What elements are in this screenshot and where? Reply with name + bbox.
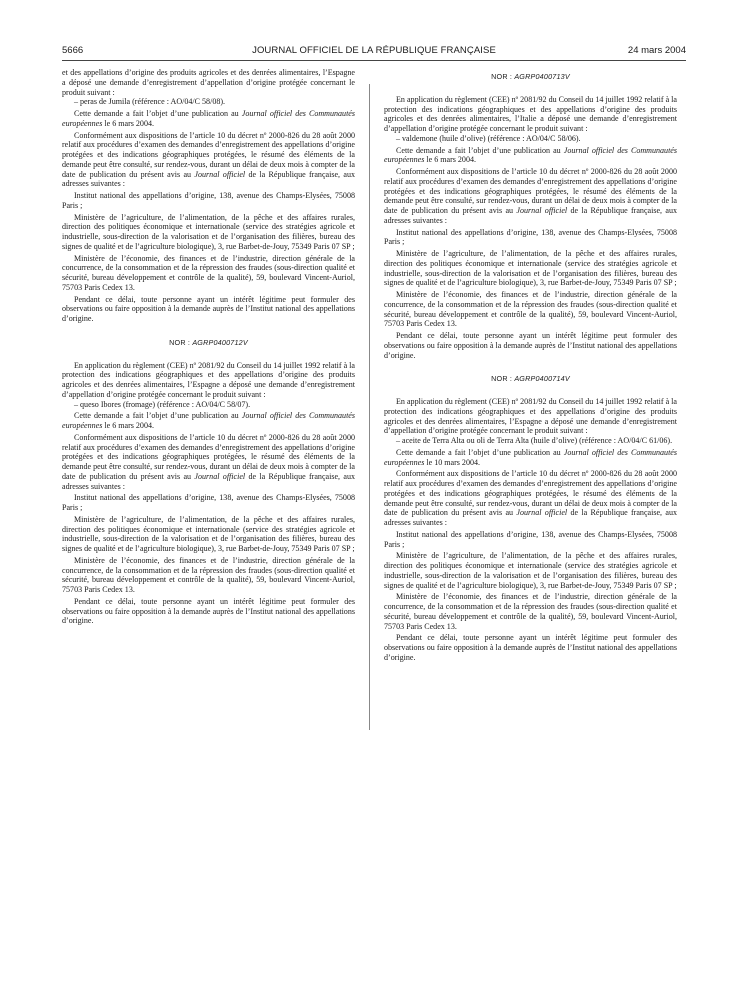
closing-paragraph: Pendant ce délai, toute personne ayant un intérêt légitime peut formuler des observations ou faire opposition à la demande auprès de l’Institut national des appellations d’origine. xyxy=(384,633,677,662)
publication-journal: Journal officiel des Communautés européennes xyxy=(62,411,356,430)
page-header xyxy=(62,45,686,57)
conformity-paragraph xyxy=(62,131,355,190)
publication-text: Cette demande a fait l’objet d’une publication au xyxy=(396,447,561,457)
closing-paragraph: Pendant ce délai, toute personne ayant un intérêt légitime peut formuler des observations ou faire opposition à la demande auprès de l’Institut national des appellations d’origine. xyxy=(384,331,677,360)
conformity-end: de la République française, aux adresses suivantes : xyxy=(384,508,678,527)
publication-journal: Journal officiel des Communautés européennes xyxy=(384,145,678,165)
nor-code: AGRP0400714V xyxy=(514,374,570,384)
conformity-journal: Journal officiel xyxy=(194,169,246,179)
product-item: – valdemone (huile d’olive) (référence : AO/04/C 58/06). xyxy=(396,133,581,143)
notice-intro: En application du règlement (CEE) nº 2081/92 du Conseil du 14 juillet 1992 relatif à la protection des indications géographiques et des appellations d’origine des produits agricoles et des denrées alimentaires, l’Espagne a déposé une demande d’enregistrement d’appellation d’origine protégée concernant le produit suivant : xyxy=(384,397,677,436)
notice-intro: En application du règlement (CEE) nº 2081/92 du Conseil du 14 juillet 1992 relatif à la protection des indications géographiques et des appellations d’origine des produits agricoles et des denrées alimentaires, l’Espagne a déposé une demande d’enregistrement d’appellation d’origine protégée concernant le produit suivant : xyxy=(62,360,355,399)
nor-label: NOR : xyxy=(491,374,513,384)
closing-paragraph: Pendant ce délai, toute personne ayant un intérêt légitime peut formuler des observations ou faire opposition à la demande auprès de l’Institut national des appellations d’origine. xyxy=(62,294,355,323)
issue-date: 24 mars 2004 xyxy=(627,45,686,56)
nor-label: NOR : xyxy=(169,337,191,347)
publication-paragraph xyxy=(62,411,355,431)
publication-text: Cette demande a fait l’objet d’une publication au xyxy=(74,411,239,421)
product-item: – peras de Jumila (référence : AO/04/C 58/08). xyxy=(74,97,226,107)
address-ministry-economy: Ministère de l’économie, des finances et de l’industrie, direction générale de la concurrence, de la consommation et de la répression des fraudes (sous-direction qualité et sécurité, bureau développement et contrôle de la qualité), 59, boulevard Vincent-Auriol, 75703 Paris Cedex 13. xyxy=(384,592,677,631)
conformity-journal: Journal officiel xyxy=(194,471,246,481)
address-ministry-agriculture: Ministère de l’agriculture, de l’alimentation, de la pêche et des affaires rurales, direction des politiques économique et internationale (service des stratégies agricole et industrielle, sous-direction de la valorisation et de l’organisation des filières, bureau des signes de qualité et de l’agriculture biologique), 3, rue Barbet-de-Jouy, 75349 Paris 07 SP ; xyxy=(384,249,677,288)
right-column xyxy=(384,68,677,663)
address-inao: Institut national des appellations d’origine, 138, avenue des Champs-Elysées, 75008 Paris ; xyxy=(384,529,677,549)
conformity-end: de la République française, aux adresses suivantes : xyxy=(384,206,678,225)
notice-continued-intro: et des appellations d’origine des produits agricoles et des denrées alimentaires, l’Espagne a déposé une demande d’enregistrement d’appellation d’origine protégée concernant le produit suivant : xyxy=(62,68,355,97)
nor-code: AGRP0400713V xyxy=(514,72,570,81)
address-inao: Institut national des appellations d’origine, 138, avenue des Champs-Elysées, 75008 Paris ; xyxy=(62,493,355,512)
nor-reference xyxy=(384,374,677,384)
address-ministry-agriculture: Ministère de l’agriculture, de l’alimentation, de la pêche et des affaires rurales, direction des politiques économique et internationale (service des stratégies agricole et industrielle, sous-direction de la valorisation et de l’organisation des filières, bureau des signes de qualité et de l’agriculture biologique), 3, rue Barbet-de-Jouy, 75349 Paris 07 SP ; xyxy=(62,212,355,251)
publication-date: le 6 mars 2004. xyxy=(104,421,155,430)
page-number: 5666 xyxy=(62,45,84,56)
publication-date: le 10 mars 2004. xyxy=(426,457,481,467)
address-inao: Institut national des appellations d’origine, 138, avenue des Champs-Elysées, 75008 Paris ; xyxy=(62,191,355,210)
nor-reference xyxy=(384,72,677,82)
publication-text: Cette demande a fait l’objet d’une publication au xyxy=(396,145,561,155)
nor-code: AGRP0400712V xyxy=(192,337,248,347)
address-ministry-agriculture: Ministère de l’agriculture, de l’alimentation, de la pêche et des affaires rurales, direction des politiques économique et internationale (service des stratégies agricole et industrielle, sous-direction de la valorisation et de l’organisation des filières, bureau des signes de qualité et de l’agriculture biologique), 3, rue Barbet-de-Jouy, 75349 Paris 07 SP ; xyxy=(62,514,355,553)
conformity-end: de la République française, aux adresses suivantes : xyxy=(62,471,356,491)
conformity-text: Conformément aux dispositions de l’article 10 du décret nº 2000-826 du 28 août 2000 relatif aux procédures d’examen des demandes d’enregistrement des appellations d’origine protégées et des indications géographiques protégées, le résumé des éléments de la demande peut être consulté, sur rendez-vous, durant un délai de deux mois à compter de la date de publication du présent avis au xyxy=(62,130,355,179)
publication-paragraph xyxy=(384,448,677,468)
conformity-end: de la République française, aux adresses suivantes : xyxy=(62,169,356,189)
conformity-journal: Journal officiel xyxy=(516,508,568,518)
conformity-text: Conformément aux dispositions de l’article 10 du décret nº 2000-826 du 28 août 2000 relatif aux procédures d’examen des demandes d’enregistrement des appellations d’origine protégées et des indications géographiques protégées, le résumé des éléments de la demande peut être consulté, sur rendez-vous, durant un délai de deux mois à compter de la date de publication du présent avis au xyxy=(62,432,355,481)
address-ministry-economy: Ministère de l’économie, des finances et de l’industrie, direction générale de la concurrence, de la consommation et de la répression des fraudes (sous-direction qualité et sécurité, bureau développement et contrôle de la qualité), 59, boulevard Vincent-Auriol, 75703 Paris Cedex 13. xyxy=(62,555,355,594)
product-item: – aceite de Terra Alta ou oli de Terra Alta (huile d’olive) (référence : AO/04/C 61/06). xyxy=(396,436,673,445)
journal-title: JOURNAL OFFICIEL DE LA RÉPUBLIQUE FRANÇAISE xyxy=(252,45,496,56)
publication-journal: Journal officiel des Communautés européennes xyxy=(62,109,356,128)
address-ministry-agriculture: Ministère de l’agriculture, de l’alimentation, de la pêche et des affaires rurales, direction des politiques économique et internationale (service des stratégies agricole et industrielle, sous-direction de la valorisation et de l’organisation des filières, bureau des signes de qualité et de l’agriculture biologique), 3, rue Barbet-de-Jouy, 75349 Paris 07 SP ; xyxy=(384,551,677,590)
conformity-paragraph xyxy=(62,433,355,492)
notice-intro: En application du règlement (CEE) nº 2081/92 du Conseil du 14 juillet 1992 relatif à la protection des indications géographiques et des appellations d’origine des produits agricoles et des denrées alimentaires, l’Italie a déposé une demande d’enregistrement d’appellation d’origine protégée concernant le produit suivant : xyxy=(384,94,677,133)
conformity-text: Conformément aux dispositions de l’article 10 du décret nº 2000-826 du 28 août 2000 relatif aux procédures d’examen des demandes d’enregistrement des appellations d’origine protégées et des indications géographiques protégées, le résumé des éléments de la demande peut être consulté, sur rendez-vous, durant un délai de deux mois à compter de la date de publication du présent avis au xyxy=(384,469,677,518)
conformity-text: Conformément aux dispositions de l’article 10 du décret nº 2000-826 du 28 août 2000 relatif aux procédures d’examen des demandes d’enregistrement des appellations d’origine protégées et des indications géographiques protégées, le résumé des éléments de la demande peut être consulté, sur rendez-vous, durant un délai de deux mois à compter de la date de publication du présent avis au xyxy=(384,167,677,215)
publication-text: Cette demande a fait l’objet d’une publication au xyxy=(74,109,239,118)
closing-paragraph: Pendant ce délai, toute personne ayant un intérêt légitime peut formuler des observations ou faire opposition à la demande auprès de l’Institut national des appellations d’origine. xyxy=(62,596,355,626)
address-ministry-economy: Ministère de l’économie, des finances et de l’industrie, direction générale de la concurrence, de la consommation et de la répression des fraudes (sous-direction qualité et sécurité, bureau développement et contrôle de la qualité), 59, boulevard Vincent-Auriol, 75703 Paris Cedex 13. xyxy=(62,253,355,292)
publication-date: le 6 mars 2004. xyxy=(104,118,155,128)
header-rule xyxy=(62,60,686,61)
nor-label: NOR : xyxy=(491,72,513,81)
nor-reference xyxy=(62,338,355,348)
conformity-paragraph xyxy=(384,167,677,226)
conformity-journal: Journal officiel xyxy=(516,206,568,215)
conformity-paragraph xyxy=(384,469,677,528)
address-inao: Institut national des appellations d’origine, 138, avenue des Champs-Elysées, 75008 Paris ; xyxy=(384,227,677,247)
left-column xyxy=(62,68,355,626)
product-item: – queso Ibores (fromage) (référence : AO/04/C 58/07). xyxy=(74,399,251,409)
column-divider xyxy=(369,84,370,730)
publication-date: le 6 mars 2004. xyxy=(426,155,477,165)
address-ministry-economy: Ministère de l’économie, des finances et de l’industrie, direction générale de la concurrence, de la consommation et de la répression des fraudes (sous-direction qualité et sécurité, bureau développement et contrôle de la qualité), 59, boulevard Vincent-Auriol, 75703 Paris Cedex 13. xyxy=(384,290,677,329)
publication-journal: Journal officiel des Communautés européennes xyxy=(384,447,678,467)
publication-paragraph xyxy=(62,109,355,129)
publication-paragraph xyxy=(384,146,677,166)
